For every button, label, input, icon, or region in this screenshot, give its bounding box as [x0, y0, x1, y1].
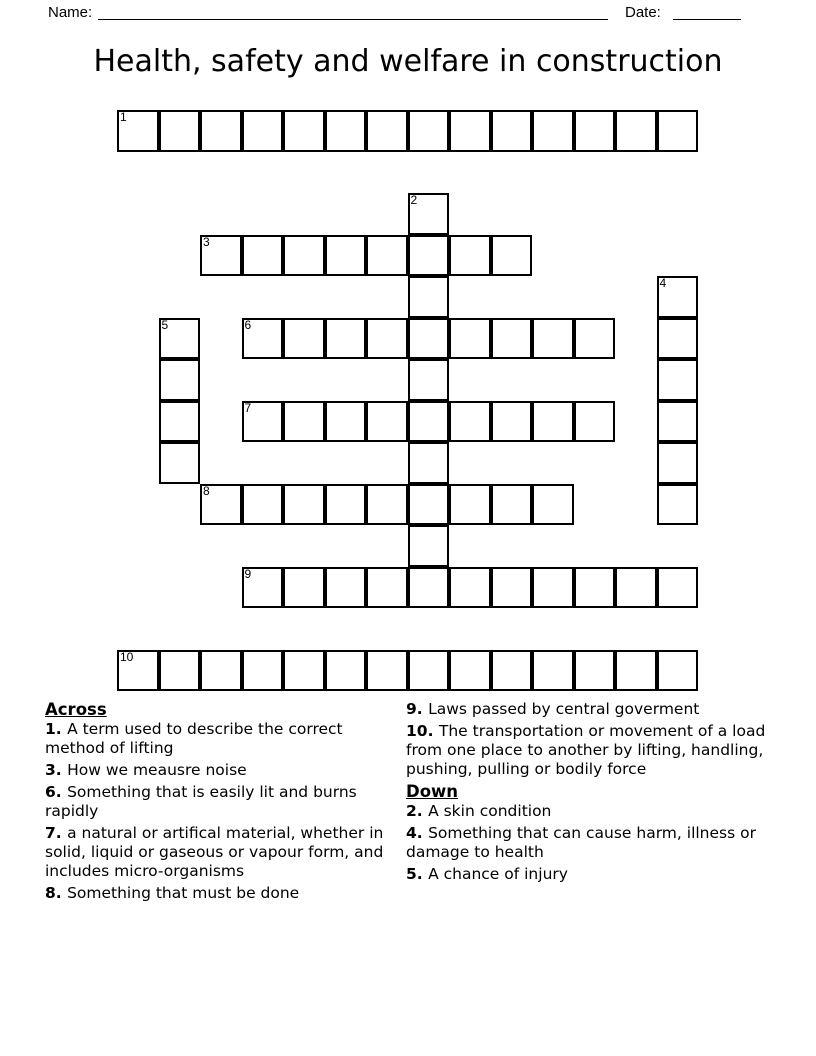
clues-column-left: [45, 700, 400, 906]
crossword-cell[interactable]: [283, 235, 325, 277]
clue-number: 2.: [406, 802, 429, 820]
crossword-cell[interactable]: [449, 650, 491, 692]
crossword-cell[interactable]: [366, 401, 408, 443]
crossword-cell[interactable]: [242, 484, 284, 526]
date-label: Date:: [625, 4, 661, 21]
crossword-cell[interactable]: [242, 110, 284, 152]
clue-text: Laws passed by central goverment: [428, 700, 700, 718]
crossword-cell-number: 5: [161, 317, 169, 332]
crossword-cell[interactable]: [657, 318, 699, 360]
crossword-cell-number: 3: [203, 234, 210, 249]
crossword-cell[interactable]: [325, 401, 367, 443]
crossword-cell[interactable]: [283, 110, 325, 152]
clue-text: How we meausre noise: [67, 761, 247, 779]
down-heading: Down: [406, 782, 459, 801]
crossword-cell-number: 2: [410, 193, 418, 207]
clue-number: 8.: [45, 884, 68, 902]
crossword-cell-number: 1: [120, 110, 127, 124]
crossword-cell[interactable]: [574, 318, 616, 360]
crossword-cell[interactable]: [449, 484, 491, 526]
crossword-cell[interactable]: [242, 650, 284, 692]
crossword-cell[interactable]: [159, 650, 201, 692]
crossword-cell[interactable]: [408, 276, 450, 318]
crossword-cell[interactable]: [491, 484, 533, 526]
crossword-cell[interactable]: [283, 484, 325, 526]
crossword-cell[interactable]: [449, 401, 491, 443]
clue-item: [406, 865, 768, 884]
crossword-cell[interactable]: [325, 484, 367, 526]
crossword-cell[interactable]: [615, 110, 657, 152]
crossword-cell[interactable]: [242, 235, 284, 277]
crossword-cell[interactable]: [657, 442, 699, 484]
crossword-cell[interactable]: [449, 235, 491, 277]
crossword-cell[interactable]: [366, 110, 408, 152]
clue-item: [406, 802, 768, 821]
crossword-cell[interactable]: [159, 318, 201, 360]
clue-item: [45, 783, 400, 821]
crossword-cell[interactable]: [532, 484, 574, 526]
clue-text: Something that can cause harm, illness or damage to health: [406, 824, 756, 861]
crossword-cell-number: 7: [244, 400, 252, 415]
page-title: Health, safety and welfare in construction: [93, 44, 723, 79]
clue-text: A skin condition: [428, 802, 552, 820]
clues-column-right: [406, 700, 768, 887]
across-heading: Across: [45, 700, 107, 719]
clue-text: A term used to describe the correct method of lifting: [45, 720, 343, 757]
crossword-cell[interactable]: [449, 318, 491, 360]
crossword-cell[interactable]: [366, 567, 408, 609]
crossword-cell[interactable]: [491, 650, 533, 692]
crossword-cell[interactable]: [491, 567, 533, 609]
crossword-cell[interactable]: [283, 401, 325, 443]
crossword-cell[interactable]: [242, 318, 284, 360]
crossword-cell[interactable]: [366, 318, 408, 360]
crossword-cell[interactable]: [325, 318, 367, 360]
crossword-cell[interactable]: [159, 359, 201, 401]
clue-number: 6.: [45, 783, 68, 801]
crossword-cell[interactable]: [574, 110, 616, 152]
crossword-cell[interactable]: [117, 650, 159, 692]
crossword-cell[interactable]: [657, 401, 699, 443]
crossword-cell[interactable]: [325, 235, 367, 277]
clue-item: [45, 720, 400, 758]
crossword-cell[interactable]: [408, 401, 450, 443]
clue-text: A chance of injury: [428, 865, 568, 883]
crossword-cell[interactable]: [532, 110, 574, 152]
crossword-cell[interactable]: [408, 567, 450, 609]
crossword-cell[interactable]: [325, 650, 367, 692]
crossword-cell[interactable]: [449, 110, 491, 152]
clue-item: [406, 700, 768, 719]
crossword-cell[interactable]: [532, 650, 574, 692]
crossword-cell[interactable]: [657, 484, 699, 526]
crossword-cell[interactable]: [574, 567, 616, 609]
crossword-cell[interactable]: [615, 650, 657, 692]
crossword-cell[interactable]: [657, 359, 699, 401]
clue-item: [45, 884, 400, 903]
crossword-cell[interactable]: [449, 567, 491, 609]
crossword-cell[interactable]: [657, 110, 699, 152]
clue-number: 10.: [406, 722, 439, 740]
crossword-cell[interactable]: [491, 318, 533, 360]
crossword-cell[interactable]: [408, 525, 450, 567]
crossword-cell[interactable]: [117, 110, 159, 152]
crossword-cell[interactable]: [657, 650, 699, 692]
clue-number: 7.: [45, 824, 68, 842]
crossword-cell[interactable]: [283, 650, 325, 692]
clue-text: Something that is easily lit and burns rapidly: [45, 783, 357, 820]
clue-number: 9.: [406, 700, 429, 718]
crossword-cell[interactable]: [408, 318, 450, 360]
crossword-cell[interactable]: [408, 359, 450, 401]
crossword-cell[interactable]: [408, 110, 450, 152]
crossword-cell-number: 9: [244, 566, 252, 581]
clue-text: Something that must be done: [67, 884, 300, 902]
crossword-cell[interactable]: [532, 567, 574, 609]
crossword-cell[interactable]: [491, 235, 533, 277]
crossword-cell[interactable]: [532, 401, 574, 443]
crossword-cell[interactable]: [491, 110, 533, 152]
clue-item: [406, 722, 768, 779]
name-label: Name:: [48, 4, 93, 21]
crossword-cell[interactable]: [325, 567, 367, 609]
clue-item: [45, 761, 400, 780]
crossword-cell[interactable]: [283, 567, 325, 609]
crossword-cell[interactable]: [159, 110, 201, 152]
crossword-cell[interactable]: [159, 442, 201, 484]
crossword-cell-number: 8: [203, 483, 210, 498]
crossword-cell[interactable]: [283, 318, 325, 360]
crossword-cell[interactable]: [574, 650, 616, 692]
crossword-cell[interactable]: [366, 650, 408, 692]
clue-number: 1.: [45, 720, 68, 738]
clue-text: a natural or artifical material, whether in solid, liquid or gaseous or vapour form, and includes micro-organisms: [45, 824, 384, 880]
crossword-cell[interactable]: [366, 484, 408, 526]
crossword-cell[interactable]: [615, 567, 657, 609]
crossword-cell[interactable]: [408, 484, 450, 526]
clue-item: [406, 824, 768, 862]
crossword-cell[interactable]: [200, 650, 242, 692]
crossword-cell-number: 10: [120, 649, 134, 664]
crossword-cell[interactable]: [200, 235, 242, 277]
crossword-cell-number: 6: [244, 317, 252, 332]
crossword-cell[interactable]: [657, 567, 699, 609]
clue-item: [45, 824, 400, 881]
crossword-cell[interactable]: [408, 235, 450, 277]
crossword-cell[interactable]: [574, 401, 616, 443]
crossword-cell[interactable]: [408, 650, 450, 692]
crossword-cell[interactable]: [408, 193, 450, 235]
crossword-cell[interactable]: [657, 276, 699, 318]
crossword-cell[interactable]: [159, 401, 201, 443]
crossword-cell[interactable]: [532, 318, 574, 360]
crossword-cell[interactable]: [325, 110, 367, 152]
crossword-cell[interactable]: [366, 235, 408, 277]
crossword-cell[interactable]: [408, 442, 450, 484]
clue-number: 5.: [406, 865, 429, 883]
clues-section: [0, 700, 816, 1000]
clue-number: 3.: [45, 761, 68, 779]
clue-number: 4.: [406, 824, 429, 842]
crossword-cell[interactable]: [242, 401, 284, 443]
crossword-cell[interactable]: [200, 110, 242, 152]
clue-text: The transportation or movement of a load from one place to another by lifting, handling, pushing, pulling or bodily force: [406, 722, 766, 778]
crossword-cell[interactable]: [242, 567, 284, 609]
crossword-cell[interactable]: [491, 401, 533, 443]
crossword-cell-number: 4: [659, 276, 667, 290]
crossword-cell[interactable]: [200, 484, 242, 526]
